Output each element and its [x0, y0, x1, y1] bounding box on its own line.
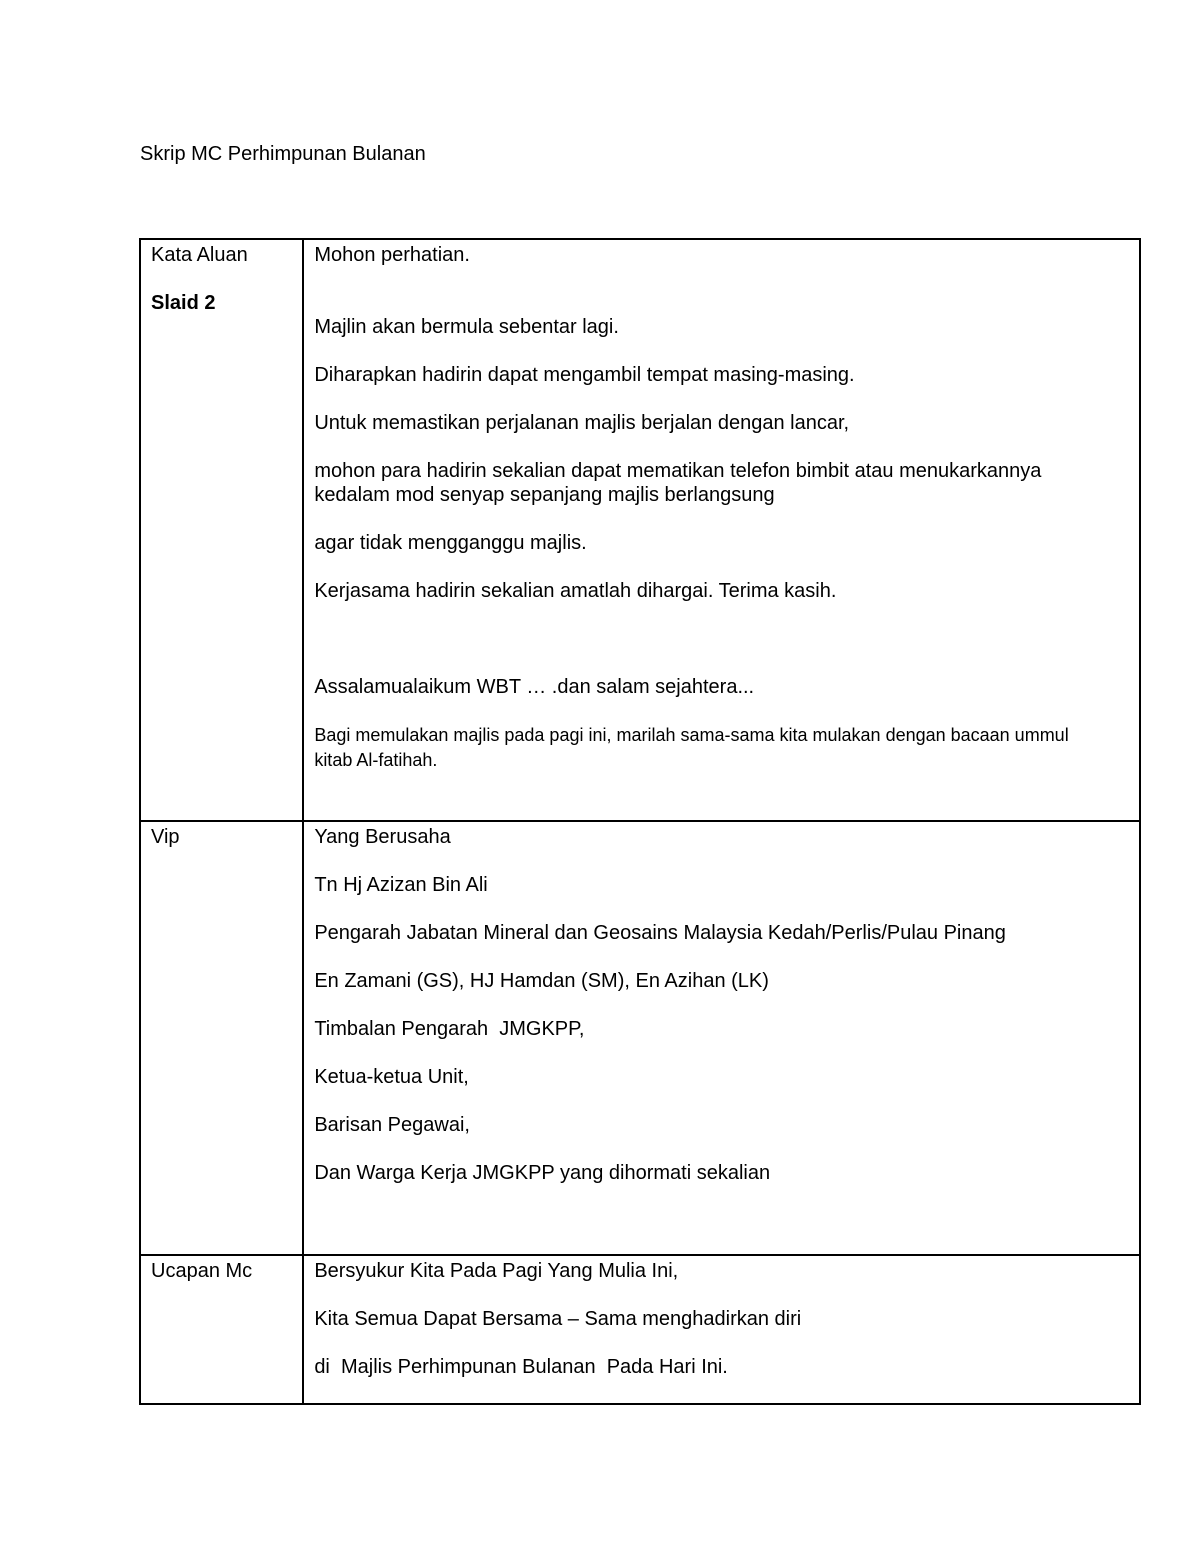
- mc-script-table: [139, 238, 1141, 1405]
- table-row-ucapan-mc: [140, 1255, 1140, 1404]
- script-line: Ketua-ketua Unit,: [314, 1066, 469, 1088]
- script-line: Dan Warga Kerja JMGKPP yang dihormati sekalian: [314, 1162, 771, 1184]
- table-row-kata-aluan: [140, 239, 1140, 821]
- blank-line: [314, 651, 1129, 675]
- script-line: En Zamani (GS), HJ Hamdan (SM), En Azihan (LK): [314, 970, 769, 992]
- script-line: Bersyukur Kita Pada Pagi Yang Mulia Ini,: [314, 1260, 679, 1282]
- script-line: Timbalan Pengarah JMGKPP,: [314, 1018, 585, 1040]
- script-line: di Majlis Perhimpunan Bulanan Pada Hari Ini.: [314, 1356, 728, 1378]
- section-cell: [140, 821, 303, 1255]
- script-line: Tn Hj Azizan Bin Ali: [314, 874, 488, 896]
- section-cell: [140, 1255, 303, 1404]
- script-line: Yang Berusaha: [314, 826, 451, 848]
- script-line: Assalamualaikum WBT … .dan salam sejahtera...: [314, 676, 755, 698]
- table-row-vip: [140, 821, 1140, 1255]
- script-cell: [303, 821, 1140, 1255]
- section-label: Kata Aluan: [151, 244, 248, 266]
- script-line: Mohon perhatian.: [314, 244, 470, 266]
- script-cell: [303, 239, 1140, 821]
- script-line: Untuk memastikan perjalanan majlis berjalan dengan lancar,: [314, 412, 850, 434]
- document-title: Skrip MC Perhimpunan Bulanan: [140, 143, 426, 165]
- script-line: Barisan Pegawai,: [314, 1114, 470, 1136]
- blank-line: [314, 627, 1129, 651]
- script-cell: [303, 1255, 1140, 1404]
- blank-line: [314, 291, 1129, 315]
- script-line: Kerjasama hadirin sekalian amatlah dihargai. Terima kasih.: [314, 580, 837, 602]
- section-label: Vip: [151, 826, 180, 848]
- section-cell: [140, 239, 303, 821]
- script-line: agar tidak mengganggu majlis.: [314, 532, 587, 554]
- script-line: Bagi memulakan majlis pada pagi ini, marilah sama-sama kita mulakan dengan bacaan ummul kitab Al-fatihah.: [314, 725, 1069, 770]
- section-label: Ucapan Mc: [151, 1260, 253, 1282]
- script-line: Majlin akan bermula sebentar lagi.: [314, 316, 619, 338]
- script-line: Kita Semua Dapat Bersama – Sama menghadirkan diri: [314, 1308, 802, 1330]
- slide-label: Slaid 2: [151, 292, 216, 314]
- script-line: Diharapkan hadirin dapat mengambil tempat masing-masing.: [314, 364, 855, 386]
- script-line: Pengarah Jabatan Mineral dan Geosains Malaysia Kedah/Perlis/Pulau Pinang: [314, 922, 1006, 944]
- script-line: mohon para hadirin sekalian dapat mematikan telefon bimbit atau menukarkannya kedalam mod senyap sepanjang majlis berlangsung: [314, 460, 1042, 506]
